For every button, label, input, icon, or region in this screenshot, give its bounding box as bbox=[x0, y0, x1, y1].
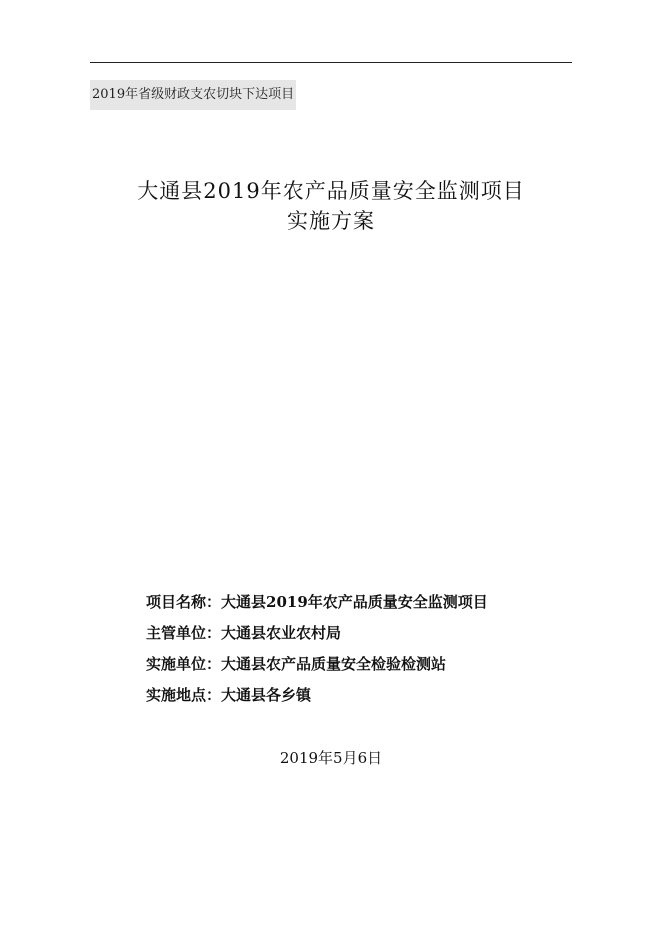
document-title bbox=[0, 176, 662, 236]
info-value: 大通县农业农村局 bbox=[221, 624, 342, 642]
info-label: 项目名称： bbox=[146, 593, 222, 611]
info-row-project-name bbox=[146, 590, 616, 621]
document-date: 2019年5月6日 bbox=[279, 749, 383, 767]
header-rule bbox=[90, 62, 572, 63]
info-value: 大通县农产品质量安全检验检测站 bbox=[221, 655, 447, 673]
info-value: 大通县各乡镇 bbox=[221, 686, 312, 704]
project-info bbox=[146, 590, 616, 714]
info-row-implementer bbox=[146, 652, 616, 683]
title-line-2: 实施方案 bbox=[287, 209, 375, 233]
info-value: 大通县2019年农产品质量安全监测项目 bbox=[221, 593, 488, 611]
info-label: 主管单位： bbox=[146, 624, 222, 642]
info-row-supervisor bbox=[146, 621, 616, 652]
info-label: 实施地点： bbox=[146, 686, 222, 704]
header-tag: 2019年省级财政支农切块下达项目 bbox=[90, 80, 296, 110]
info-row-location bbox=[146, 683, 616, 714]
title-line-1: 大通县2019年农产品质量安全监测项目 bbox=[137, 179, 525, 203]
info-label: 实施单位： bbox=[146, 655, 222, 673]
